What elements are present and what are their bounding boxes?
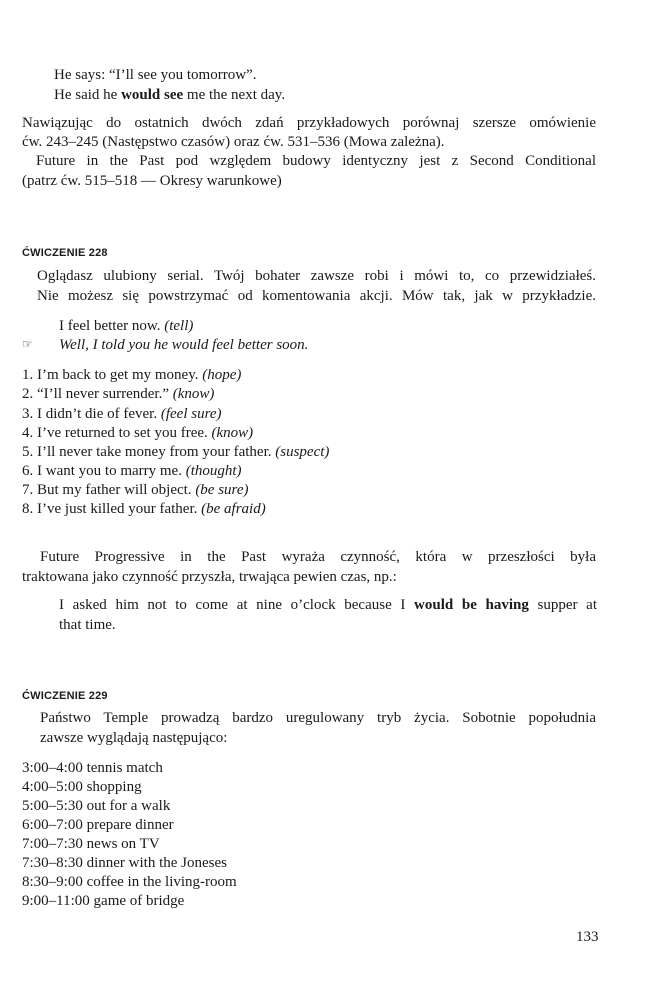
example-reported-speech — [54, 86, 285, 104]
list-item: 8. I’ve just killed your father. (be afraid) — [22, 501, 266, 517]
schedule-row: 3:00–4:00 tennis match — [22, 760, 163, 776]
answer-text: Well, I told you he would feel better soon. — [59, 337, 309, 353]
example-text: I feel better now. — [59, 318, 165, 334]
schedule-row: 6:00–7:00 prepare dinner — [22, 817, 174, 833]
paragraph-line: Future in the Past pod względem budowy identyczny jest z Second Conditional — [36, 153, 596, 169]
example-sentence: that time. — [59, 617, 116, 633]
schedule-row: 7:00–7:30 news on TV — [22, 836, 160, 852]
example-text: He said he — [54, 87, 122, 103]
paragraph-line: (patrz ćw. 515–518 — Okresy warunkowe) — [22, 173, 282, 189]
paragraph-line: ćw. 243–245 (Następstwo czasów) oraz ćw. 531–536 (Mowa zależna). — [22, 134, 445, 150]
schedule-row: 5:00–5:30 out for a walk — [22, 798, 171, 814]
schedule-row: 8:30–9:00 coffee in the living-room — [22, 874, 237, 890]
highlighted-form: would be having — [414, 597, 529, 613]
example-cue: (tell) — [164, 318, 194, 334]
instruction-line: zawsze wyglądają następująco: — [40, 730, 228, 746]
schedule-row: 7:30–8:30 dinner with the Joneses — [22, 855, 227, 871]
list-item: 1. I’m back to get my money. (hope) — [22, 367, 242, 383]
exercise-heading: ĆWICZENIE 229 — [22, 690, 108, 702]
list-item: 7. But my father will object. (be sure) — [22, 482, 249, 498]
schedule-row: 4:00–5:00 shopping — [22, 779, 142, 795]
instruction-line: Państwo Temple prowadzą bardzo uregulowany tryb życia. Sobotnie popołudnia — [40, 710, 596, 726]
paragraph-line: Future Progressive in the Past wyraża czynność, która w przeszłości była — [40, 549, 596, 565]
page-number: 133 — [576, 929, 599, 945]
exercise-heading: ĆWICZENIE 228 — [22, 247, 108, 259]
paragraph-line: Nawiązując do ostatnich dwóch zdań przykładowych porównaj szersze omówienie — [22, 115, 596, 131]
example-text: me the next day. — [183, 87, 286, 103]
list-item: 6. I want you to marry me. (thought) — [22, 463, 242, 479]
paragraph-line: traktowana jako czynność przyszła, trwająca pewien czas, np.: — [22, 569, 397, 585]
list-item: 4. I’ve returned to set you free. (know) — [22, 425, 254, 441]
example-prompt — [59, 317, 193, 335]
example-answer — [59, 336, 308, 354]
example-text: supper at — [528, 597, 597, 613]
list-item: 3. I didn’t die of fever. (feel sure) — [22, 406, 222, 422]
instruction-line: Nie możesz się powstrzymać od komentowania akcji. Mów tak, jak w przykładzie. — [37, 288, 596, 304]
example-direct-speech: He says: “I’ll see you tomorrow”. — [54, 67, 257, 83]
example-text: I asked him not to come at nine o’clock because I — [59, 597, 415, 613]
example-sentence — [59, 596, 597, 614]
highlighted-form: would see — [121, 87, 184, 103]
schedule-row: 9:00–11:00 game of bridge — [22, 893, 185, 909]
list-item: 2. “I’ll never surrender.” (know) — [22, 386, 215, 402]
instruction-line: Oglądasz ulubiony serial. Twój bohater zawsze robi i mówi to, co przewidziałeś. — [37, 268, 596, 284]
list-item: 5. I’ll never take money from your father. (suspect) — [22, 444, 330, 460]
pointing-hand-icon: ☞ — [22, 337, 33, 351]
